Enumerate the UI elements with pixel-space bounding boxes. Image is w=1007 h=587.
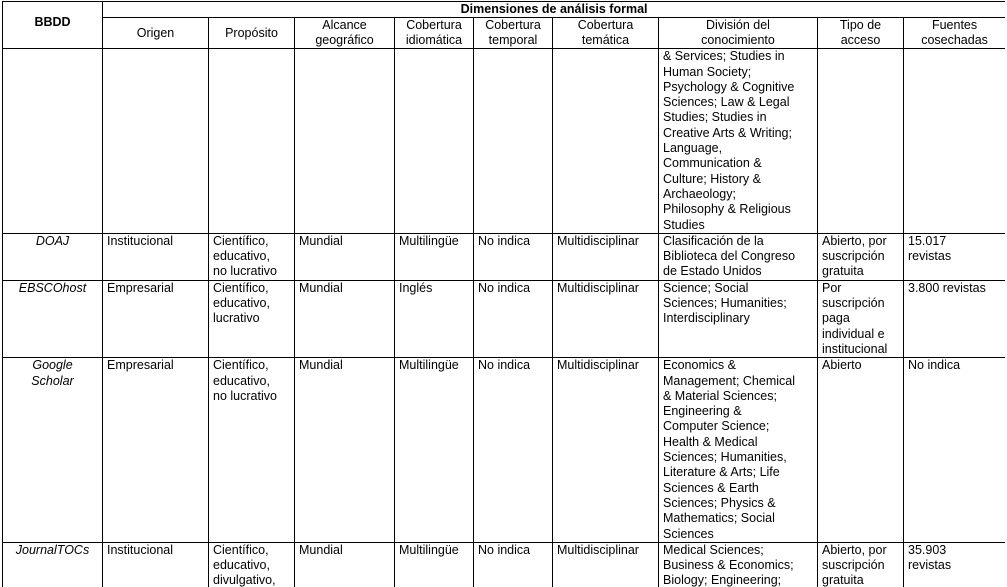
cell-alcance: Mundial (295, 280, 395, 357)
header-tipo-acceso: Tipo de acceso (818, 18, 904, 49)
cell-tematica: Multidisciplinar (553, 358, 659, 543)
cell-acceso (818, 49, 904, 234)
cell-proposito: Científico, educativo, no lucrativo (209, 233, 295, 280)
header-cobertura-tematica: Cobertura temática (553, 18, 659, 49)
cell-origen: Empresarial (103, 358, 209, 543)
cell-tematica: Multidisciplinar (553, 542, 659, 587)
cell-bbdd: EBSCOhost (3, 280, 103, 357)
cell-origen: Institucional (103, 542, 209, 587)
header-fuentes: Fuentes cosechadas (904, 18, 1006, 49)
cell-tematica (553, 49, 659, 234)
table-row (3, 49, 1006, 234)
header-proposito: Propósito (209, 18, 295, 49)
cell-division: Economics & Management; Chemical & Material Sciences; Engineering & Computer Science; Health & Medical Sciences; Humanities, Literature & Arts; Life Sciences & Earth Sciences; Physics & Mathematics; Social Sciences (659, 358, 818, 543)
cell-proposito: Científico, educativo, lucrativo (209, 280, 295, 357)
cell-bbdd: JournalTOCs (3, 542, 103, 587)
cell-tematica: Multidisciplinar (553, 233, 659, 280)
cell-fuentes: No indica (904, 358, 1006, 543)
header-cobertura-temporal: Cobertura temporal (474, 18, 553, 49)
cell-temporal: No indica (474, 233, 553, 280)
cell-temporal: No indica (474, 280, 553, 357)
table-row (3, 280, 1006, 357)
cell-acceso: Abierto, por suscripción gratuita (818, 233, 904, 280)
cell-bbdd: Google Scholar (3, 358, 103, 543)
table-header-row (3, 18, 1006, 49)
cell-origen (103, 49, 209, 234)
header-group-title: Dimensiones de análisis formal (103, 2, 1006, 18)
cell-idioma (395, 49, 474, 234)
cell-acceso: Por suscripción paga individual e institucional (818, 280, 904, 357)
cell-alcance: Mundial (295, 542, 395, 587)
cell-division: Science; Social Sciences; Humanities; Interdisciplinary (659, 280, 818, 357)
cell-proposito: Científico, educativo, no lucrativo (209, 358, 295, 543)
table-row (3, 233, 1006, 280)
cell-idioma: Multilingüe (395, 233, 474, 280)
cell-tematica: Multidisciplinar (553, 280, 659, 357)
comparison-table (2, 1, 1005, 587)
cell-bbdd (3, 49, 103, 234)
cell-division: Clasificación de la Biblioteca del Congreso de Estado Unidos (659, 233, 818, 280)
cell-fuentes: 3.800 revistas (904, 280, 1006, 357)
cell-alcance (295, 49, 395, 234)
table-header-group-row (3, 2, 1006, 18)
document-page (2, 1, 1005, 587)
cell-origen: Institucional (103, 233, 209, 280)
cell-bbdd: DOAJ (3, 233, 103, 280)
header-alcance: Alcance geográfico (295, 18, 395, 49)
cell-temporal: No indica (474, 542, 553, 587)
cell-idioma: Inglés (395, 280, 474, 357)
cell-proposito: Científico, educativo, divulgativo, (209, 542, 295, 587)
table-row (3, 542, 1006, 587)
cell-acceso: Abierto, por suscripción gratuita (818, 542, 904, 587)
cell-fuentes: 15.017 revistas (904, 233, 1006, 280)
cell-temporal (474, 49, 553, 234)
cell-alcance: Mundial (295, 358, 395, 543)
header-division: División del conocimiento (659, 18, 818, 49)
header-cobertura-idiomatica: Cobertura idiomática (395, 18, 474, 49)
cell-acceso: Abierto (818, 358, 904, 543)
cell-division: & Services; Studies in Human Society; Psychology & Cognitive Sciences; Law & Legal Studies; Studies in Creative Arts & Writing; Language, Communication & Culture; History & Archaeology; Philosophy & Religious Studies (659, 49, 818, 234)
header-origen: Origen (103, 18, 209, 49)
cell-idioma: Multilingüe (395, 358, 474, 543)
cell-temporal: No indica (474, 358, 553, 543)
cell-alcance: Mundial (295, 233, 395, 280)
header-bbdd: BBDD (3, 2, 103, 49)
cell-division: Medical Sciences; Business & Economics; Biology; Engineering; (659, 542, 818, 587)
cell-fuentes (904, 49, 1006, 234)
cell-idioma: Multilingüe (395, 542, 474, 587)
table-row (3, 358, 1006, 543)
cell-proposito (209, 49, 295, 234)
cell-fuentes: 35.903 revistas (904, 542, 1006, 587)
cell-origen: Empresarial (103, 280, 209, 357)
